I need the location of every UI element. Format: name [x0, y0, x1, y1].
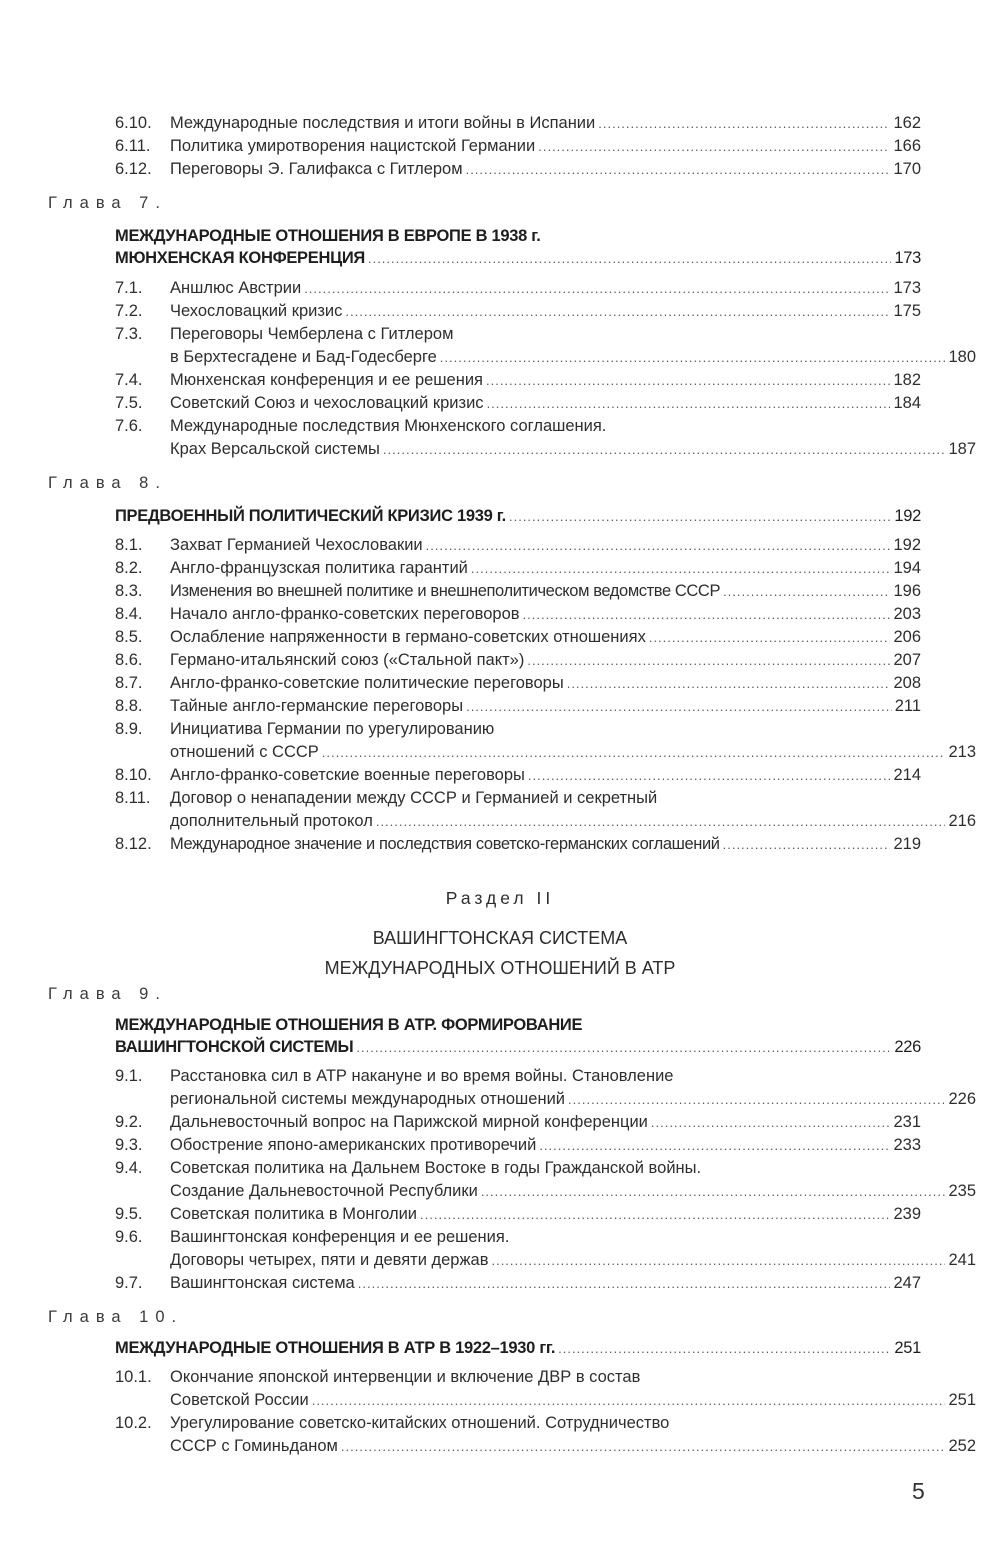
- entry-title: Тайные англо-германские переговоры: [170, 697, 464, 715]
- entry-title: Начало англо-франко-советских переговоров: [170, 605, 520, 623]
- toc-entry[interactable]: [115, 369, 921, 392]
- toc-entry[interactable]: [115, 764, 921, 787]
- entry-page: 194: [893, 559, 921, 577]
- leader-dots: [486, 369, 890, 392]
- entry-number: 9.1.: [115, 1067, 143, 1085]
- leader-dots: [487, 392, 891, 415]
- chapter-label: Глава 8.: [48, 474, 167, 492]
- toc-entry[interactable]: [115, 323, 921, 346]
- toc-entry[interactable]: [115, 415, 921, 438]
- toc-entry[interactable]: [115, 1157, 921, 1180]
- toc-entry[interactable]: [115, 1111, 921, 1134]
- entry-page: 206: [893, 628, 921, 646]
- entry-title: Крах Версальской системы: [170, 440, 380, 458]
- entry-page: 216: [948, 812, 976, 830]
- toc-entry[interactable]: [115, 300, 921, 323]
- entry-title: Германо-итальянский союз («Стальной пакт»): [170, 651, 525, 669]
- chapter-title[interactable]: МЕЖДУНАРОДНЫЕ ОТНОШЕНИЯ В ЕВРОПЕ В 1938 г.: [115, 227, 541, 245]
- leader-dots: [527, 649, 890, 672]
- entry-page: 203: [893, 605, 921, 623]
- leader-dots: [383, 438, 946, 461]
- entry-number: 9.5.: [115, 1205, 143, 1223]
- entry-page: 211: [894, 697, 921, 715]
- entry-title: Урегулирование советско-китайских отношений. Сотрудничество: [170, 1414, 670, 1432]
- entry-number: 7.3.: [115, 325, 143, 343]
- leader-dots: [491, 1249, 945, 1272]
- entry-title: Вашингтонская система: [170, 1274, 355, 1292]
- entry-title: Переговоры Э. Галифакса с Гитлером: [170, 160, 463, 178]
- entry-page: 247: [893, 1274, 921, 1292]
- entry-title: Международное значение и последствия советско-германских соглашений: [170, 835, 720, 853]
- entry-title: Ослабление напряженности в германо-советских отношениях: [170, 628, 646, 646]
- entry-page: 213: [948, 743, 976, 761]
- entry-title: отношений с СССР: [170, 743, 319, 761]
- toc-entry[interactable]: [115, 135, 921, 158]
- entry-page: 175: [893, 302, 921, 320]
- leader-dots: [440, 346, 946, 369]
- leader-dots: [345, 300, 890, 323]
- entry-title: Договоры четырех, пяти и девяти держав: [170, 1251, 489, 1269]
- leader-dots: [466, 695, 892, 718]
- entry-page: 192: [893, 536, 921, 554]
- entry-title: Политика умиротворения нацистской Германии: [170, 137, 536, 155]
- entry-title: в Берхтесгадене и Бад-Годесберге: [170, 348, 437, 366]
- entry-title: Англо-французская политика гарантий: [170, 559, 468, 577]
- entry-page: 251: [948, 1391, 976, 1409]
- entry-page: 166: [893, 137, 921, 155]
- entry-number: 8.12.: [115, 835, 152, 853]
- toc-entry[interactable]: [115, 1412, 921, 1435]
- toc-entry-cont[interactable]: [115, 810, 976, 833]
- chapter-label: Глава 7.: [48, 194, 167, 212]
- leader-dots: [322, 741, 946, 764]
- entry-page: 162: [893, 114, 921, 132]
- entry-title: Англо-франко-советские политические переговоры: [170, 674, 564, 692]
- entry-title: Мюнхенская конференция и ее решения: [170, 371, 483, 389]
- toc-entry[interactable]: [115, 580, 921, 603]
- entry-number: 6.12.: [115, 160, 152, 178]
- entry-page: 180: [948, 348, 976, 366]
- entry-page: 239: [893, 1205, 921, 1223]
- entry-number: 7.6.: [115, 417, 143, 435]
- toc-entry-cont[interactable]: [115, 1389, 976, 1412]
- entry-title: Аншлюс Австрии: [170, 279, 302, 297]
- entry-page: 241: [948, 1251, 976, 1269]
- chapter-title[interactable]: ПРЕДВОЕННЫЙ ПОЛИТИЧЕСКИЙ КРИЗИС 1939 г. ..... 192: [115, 505, 921, 528]
- toc-entry[interactable]: [115, 649, 921, 672]
- entry-page: 214: [893, 766, 921, 784]
- entry-page: 208: [893, 674, 921, 692]
- entry-title: Окончание японской интервенции и включение ДВР в состав: [170, 1368, 641, 1386]
- entry-number: 8.6.: [115, 651, 143, 669]
- toc-entry-cont[interactable]: [115, 741, 976, 764]
- leader-dots: [341, 1435, 946, 1458]
- toc-entry[interactable]: [115, 603, 921, 626]
- toc-entry[interactable]: [115, 1272, 921, 1295]
- entry-number: 8.8.: [115, 697, 143, 715]
- entry-title: Международные последствия и итоги войны в Испании: [170, 114, 596, 132]
- toc-entry[interactable]: [115, 718, 921, 741]
- entry-page: 192: [894, 507, 921, 525]
- entry-number: 8.4.: [115, 605, 143, 623]
- leader-dots: [312, 1389, 946, 1412]
- toc-entry[interactable]: [115, 626, 921, 649]
- toc-entry[interactable]: [115, 672, 921, 695]
- entry-title: Советская политика в Монголии: [170, 1205, 418, 1223]
- leader-dots: [471, 557, 891, 580]
- entry-page: 251: [894, 1339, 921, 1357]
- chapter-title[interactable]: МЕЖДУНАРОДНЫЕ ОТНОШЕНИЯ В АТР В 1922–1930 гг. ..... 251: [115, 1337, 921, 1360]
- section-title-line1: ВАШИНГТОНСКАЯ СИСТЕМА: [372, 928, 628, 948]
- entry-number: 8.3.: [115, 582, 143, 600]
- leader-dots: [523, 603, 891, 626]
- leader-dots: [466, 158, 891, 181]
- leader-dots: [723, 833, 891, 856]
- leader-dots: [568, 1088, 945, 1111]
- entry-page: 173: [894, 249, 921, 267]
- entry-page: 187: [948, 440, 976, 458]
- entry-number: 8.7.: [115, 674, 143, 692]
- entry-title: дополнительный протокол: [170, 812, 373, 830]
- entry-title: региональной системы международных отношений: [170, 1090, 566, 1108]
- toc-entry-cont[interactable]: [115, 1088, 976, 1111]
- entry-page: 173: [893, 279, 921, 297]
- entry-number: 8.5.: [115, 628, 143, 646]
- entry-title: Захват Германией Чехословакии: [170, 536, 423, 554]
- toc-entry[interactable]: [115, 833, 921, 856]
- entry-number: 9.2.: [115, 1113, 143, 1131]
- toc-entry[interactable]: [115, 112, 921, 135]
- toc-entry[interactable]: [115, 277, 921, 300]
- toc-entry-cont[interactable]: [115, 1249, 976, 1272]
- toc-entry[interactable]: [115, 695, 921, 718]
- leader-dots: [426, 534, 891, 557]
- entry-number: 7.2.: [115, 302, 143, 320]
- toc-entry[interactable]: [115, 557, 921, 580]
- toc-entry-cont[interactable]: [115, 1180, 976, 1203]
- toc-entry-cont[interactable]: [115, 346, 976, 369]
- chapter-title-cont[interactable]: ВАШИНГТОНСКОЙ СИСТЕМЫ ..... 226: [115, 1036, 921, 1059]
- toc-entry[interactable]: [115, 1226, 921, 1249]
- entry-page: 207: [893, 651, 921, 669]
- entry-title: СССР с Гоминьданом: [170, 1437, 338, 1455]
- entry-page: 231: [893, 1113, 921, 1131]
- entry-page: 170: [893, 160, 921, 178]
- entry-title: Чехословацкий кризис: [170, 302, 343, 320]
- entry-page: 226: [948, 1090, 976, 1108]
- entry-number: 8.2.: [115, 559, 143, 577]
- chapter-title-cont[interactable]: МЮНХЕНСКАЯ КОНФЕРЕНЦИЯ ..... 173: [115, 247, 921, 270]
- leader-dots: [356, 1036, 891, 1059]
- entry-page: 184: [893, 394, 921, 412]
- entry-title: Создание Дальневосточной Республики: [170, 1182, 478, 1200]
- entry-title: Расстановка сил в АТР накануне и во время войны. Становление: [170, 1067, 674, 1085]
- entry-page: 182: [893, 371, 921, 389]
- entry-number: 9.3.: [115, 1136, 143, 1154]
- entry-number: 9.6.: [115, 1228, 143, 1246]
- entry-title: Англо-франко-советские военные переговоры: [170, 766, 525, 784]
- entry-title: Советская политика на Дальнем Востоке в годы Гражданской войны.: [170, 1159, 702, 1177]
- entry-number: 8.1.: [115, 536, 143, 554]
- leader-dots: [598, 112, 890, 135]
- entry-number: 7.4.: [115, 371, 143, 389]
- entry-number: 9.4.: [115, 1159, 143, 1177]
- leader-dots: [538, 135, 890, 158]
- leader-dots: [567, 672, 891, 695]
- entry-title: Договор о ненападении между СССР и Германией и секретный: [170, 789, 658, 807]
- section-label: Раздел II: [445, 888, 555, 908]
- entry-title: Изменения во внешней политике и внешнеполитическом ведомстве СССР: [170, 582, 721, 600]
- leader-dots: [558, 1337, 891, 1360]
- chapter-title[interactable]: МЕЖДУНАРОДНЫЕ ОТНОШЕНИЯ В АТР. ФОРМИРОВАНИЕ: [115, 1016, 583, 1034]
- leader-dots: [528, 764, 891, 787]
- entry-number: 6.10.: [115, 114, 152, 132]
- leader-dots: [539, 1134, 890, 1157]
- entry-number: 10.2.: [115, 1414, 152, 1432]
- chapter-label: Глава 10.: [48, 1308, 184, 1326]
- toc-entry-cont[interactable]: [115, 1435, 976, 1458]
- entry-title: Обострение японо-американских противоречий: [170, 1136, 537, 1154]
- entry-page: 235: [948, 1182, 976, 1200]
- entry-page: 252: [948, 1437, 976, 1455]
- toc-entry[interactable]: [115, 1065, 921, 1088]
- toc-entry[interactable]: [115, 392, 921, 415]
- entry-page: 196: [893, 582, 921, 600]
- entry-title: Инициатива Германии по урегулированию: [170, 720, 495, 738]
- entry-page: 219: [893, 835, 921, 853]
- entry-number: 7.5.: [115, 394, 143, 412]
- section-title-line2: МЕЖДУНАРОДНЫХ ОТНОШЕНИЙ В АТР: [324, 958, 676, 978]
- toc-entry-cont[interactable]: [115, 438, 976, 461]
- entry-number: 9.7.: [115, 1274, 143, 1292]
- leader-dots: [651, 1111, 891, 1134]
- page-number: 5: [912, 1478, 925, 1504]
- leader-dots: [481, 1180, 946, 1203]
- leader-dots: [304, 277, 890, 300]
- leader-dots: [723, 580, 890, 603]
- entry-title: Дальневосточный вопрос на Парижской мирной конференции: [170, 1113, 648, 1131]
- leader-dots: [509, 505, 891, 528]
- leader-dots: [376, 810, 946, 833]
- leader-dots: [368, 247, 891, 270]
- leader-dots: [649, 626, 891, 649]
- toc-entry[interactable]: [115, 158, 921, 181]
- entry-title: Советской России: [170, 1391, 309, 1409]
- leader-dots: [358, 1272, 891, 1295]
- entry-title: Вашингтонская конференция и ее решения.: [170, 1228, 510, 1246]
- toc-entry[interactable]: [115, 1134, 921, 1157]
- entry-number: 8.9.: [115, 720, 143, 738]
- chapter-label: Глава 9.: [48, 985, 167, 1003]
- entry-number: 6.11.: [115, 137, 151, 155]
- toc-entry[interactable]: [115, 1366, 921, 1389]
- leader-dots: [420, 1203, 890, 1226]
- entry-number: 7.1.: [115, 279, 143, 297]
- entry-number: 8.11.: [115, 789, 151, 807]
- entry-title: Переговоры Чемберлена с Гитлером: [170, 325, 454, 343]
- entry-title: Советский Союз и чехословацкий кризис: [170, 394, 484, 412]
- entry-title: Международные последствия Мюнхенского соглашения.: [170, 417, 607, 435]
- entry-page: 233: [893, 1136, 921, 1154]
- toc-entry[interactable]: [115, 534, 921, 557]
- entry-number: 10.1.: [115, 1368, 152, 1386]
- entry-number: 8.10.: [115, 766, 152, 784]
- toc-entry[interactable]: [115, 1203, 921, 1226]
- toc-entry[interactable]: [115, 787, 921, 810]
- entry-page: 226: [894, 1038, 921, 1056]
